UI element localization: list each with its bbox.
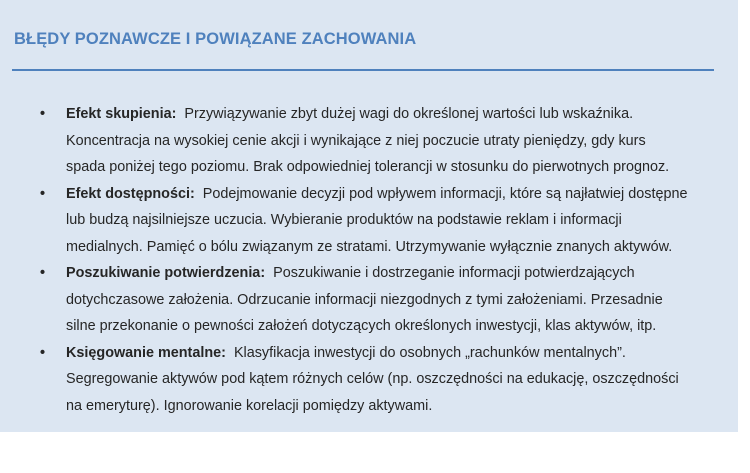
- item-first-line: [66, 340, 728, 367]
- bullet-icon: •: [40, 106, 46, 122]
- list-item-mental-accounting: [0, 340, 738, 420]
- item-text: Poszukiwanie i dostrzeganie informacji potwierdzających: [273, 265, 635, 281]
- item-text: Klasyfikacja inwestycji do osobnych „rachunków mentalnych”.: [233, 344, 626, 361]
- list-item-confirmation-seeking: [0, 260, 738, 340]
- item-text: Segregowanie aktywów pod kątem różnych celów (np. oszczędności na edukację, oszczędności: [66, 371, 679, 387]
- item-text: spada poniżej tego poziomu. Brak odpowiedniej tolerancji w stosunku do pierwotnych prognoz.: [66, 159, 670, 175]
- page-title: BŁĘDY POZNAWCZE I POWIĄZANE ZACHOWANIA: [14, 30, 417, 48]
- item-first-line: [66, 181, 728, 208]
- item-text: Podejmowanie decyzji pod wpływem informacji, które są najłatwiej dostępne: [202, 185, 688, 202]
- item-term: Efekt skupienia:: [66, 106, 177, 122]
- list-item-focus-effect: [0, 101, 738, 181]
- item-text: silne przekonanie o pewności założeń dotyczących określonych inwestycji, klas aktywów, itp.: [66, 318, 657, 334]
- title-underline: [12, 69, 714, 71]
- item-first-line: [66, 101, 728, 128]
- item-term: Poszukiwanie potwierdzenia:: [66, 265, 266, 281]
- bullet-icon: •: [40, 344, 46, 361]
- item-text: Przywiązywanie zbyt dużej wagi do określonej wartości lub wskaźnika.: [184, 106, 634, 122]
- bullet-icon: •: [40, 185, 46, 202]
- item-text: dotychczasowe założenia. Odrzucanie informacji niezgodnych z tymi założeniami. Przesadnie: [66, 291, 663, 308]
- item-term: Księgowanie mentalne:: [66, 344, 226, 361]
- item-text: Koncentracja na wysokiej cenie akcji i wynikające z niej poczucie utraty pieniędzy, gdy kurs: [66, 132, 646, 149]
- item-first-line: [66, 260, 728, 287]
- item-term: Efekt dostępności:: [66, 185, 195, 202]
- item-text: na emeryturę). Ignorowanie korelacji pomiędzy aktywami.: [66, 397, 433, 414]
- bullet-icon: •: [40, 265, 46, 281]
- item-text: lub budzą najsilniejsze uczucia. Wybieranie produktów na podstawie reklam i informacji: [66, 212, 622, 228]
- bias-list: [0, 101, 738, 419]
- item-text: medialnych. Pamięć o bólu związanym ze stratami. Utrzymywanie wyłącznie znanych aktywów.: [66, 238, 673, 255]
- list-item-availability-effect: [0, 181, 738, 261]
